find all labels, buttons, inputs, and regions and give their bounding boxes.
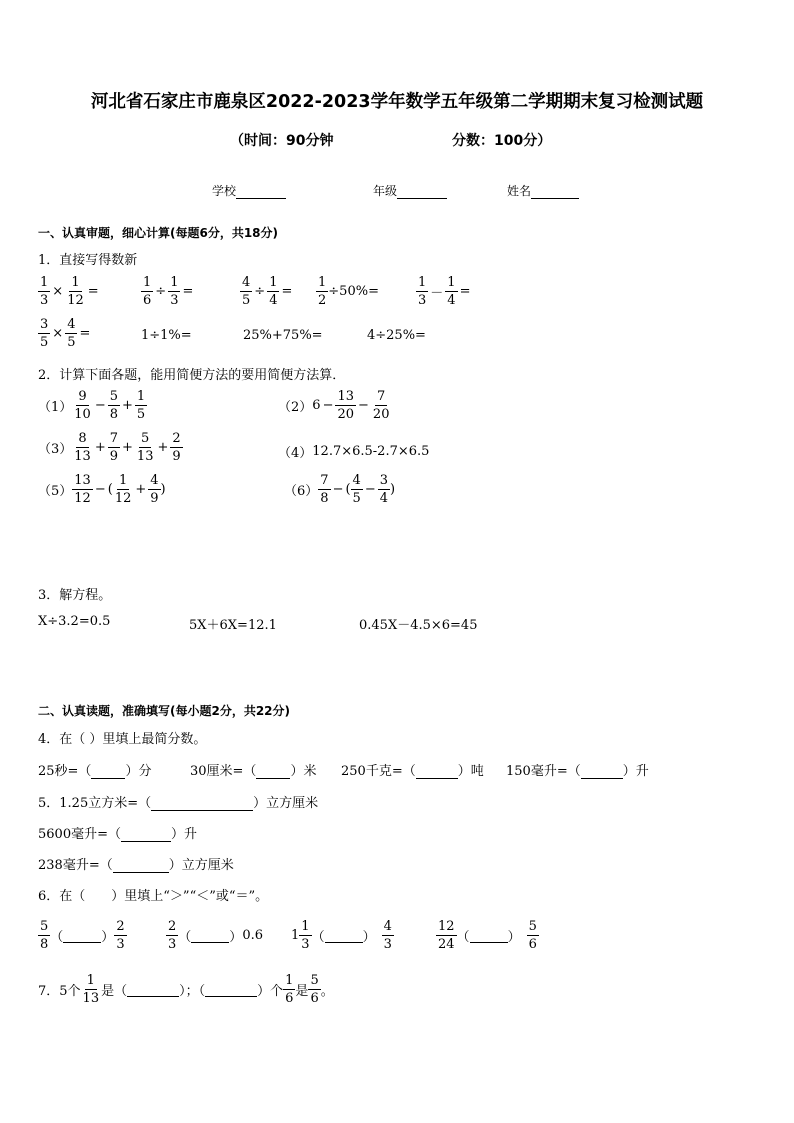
text-segment: 238毫升=（ xyxy=(38,858,113,873)
text-segment: + xyxy=(122,440,133,455)
denominator: 6 xyxy=(528,937,537,952)
text-segment: （1） xyxy=(38,400,73,415)
text-segment: ) xyxy=(390,482,396,497)
q1-expr-1 xyxy=(38,276,101,307)
denominator: 8 xyxy=(109,407,119,422)
fraction xyxy=(316,276,328,307)
fraction xyxy=(65,276,86,307)
text-segment: ） xyxy=(507,930,521,945)
numerator: 2 xyxy=(172,431,181,446)
q1-expr-9: 4÷25%= xyxy=(367,328,426,343)
numerator: 1 xyxy=(40,275,49,290)
denominator: 20 xyxy=(337,407,355,422)
school-label: 学校 xyxy=(212,184,237,198)
name-label: 姓名 xyxy=(507,184,532,198)
text-segment: ）个 xyxy=(257,984,284,999)
denominator: 8 xyxy=(320,491,329,506)
answer-blank[interactable] xyxy=(416,778,458,779)
numerator: 13 xyxy=(337,389,355,404)
text-segment: 0.6 xyxy=(242,928,263,943)
q2-p4 xyxy=(278,442,429,461)
fraction xyxy=(65,318,77,349)
text-segment: = xyxy=(459,284,471,299)
q6-item-1 xyxy=(38,920,127,951)
text-segment: ）升 xyxy=(170,827,197,842)
fraction xyxy=(38,920,50,951)
q2-p2 xyxy=(278,390,391,421)
text-segment: 25秒=（ xyxy=(38,764,92,779)
text-segment: × xyxy=(52,284,64,299)
text-segment: − xyxy=(94,398,106,413)
q3-eq2: 5X＋6X=12.1 xyxy=(189,618,277,633)
q3-eq1: X÷3.2=0.5 xyxy=(38,614,111,629)
denominator: 24 xyxy=(438,937,455,952)
fraction xyxy=(166,920,178,951)
text-segment: 30厘米=（ xyxy=(190,764,257,779)
answer-blank[interactable] xyxy=(325,928,363,943)
text-segment: 6 xyxy=(312,398,321,413)
numerator: 1 xyxy=(118,473,128,488)
answer-blank[interactable] xyxy=(470,928,508,943)
q7 xyxy=(38,974,334,1005)
numerator: 1 xyxy=(301,919,310,934)
denominator: 3 xyxy=(168,937,177,952)
text-segment: ）；（ xyxy=(179,984,206,999)
text-segment: （ xyxy=(50,930,64,945)
fraction xyxy=(378,474,390,505)
numerator: 5 xyxy=(109,389,119,404)
fraction xyxy=(382,920,394,951)
text-segment: 150毫升=（ xyxy=(506,764,581,779)
q1-expr-2 xyxy=(141,276,195,307)
denominator: 8 xyxy=(40,937,49,952)
grade-blank[interactable] xyxy=(397,198,447,199)
denominator: 5 xyxy=(352,491,361,506)
text-segment: ）立方厘米 xyxy=(253,796,319,811)
denominator: 4 xyxy=(447,293,456,308)
denominator: 4 xyxy=(379,491,389,506)
fraction xyxy=(72,390,93,421)
text-segment: （2） xyxy=(278,400,313,415)
answer-blank[interactable] xyxy=(256,778,290,779)
fraction xyxy=(445,276,457,307)
text-segment: （5） xyxy=(38,484,73,499)
q2-p5 xyxy=(38,474,166,505)
text-segment: （6） xyxy=(284,484,319,499)
fraction xyxy=(113,474,134,505)
text-segment: ）分 xyxy=(125,764,152,779)
fraction xyxy=(416,276,428,307)
q4-item-2 xyxy=(190,760,316,779)
denominator: 12 xyxy=(67,293,84,308)
fraction xyxy=(135,432,156,463)
fraction xyxy=(168,276,180,307)
fraction xyxy=(38,276,50,307)
numerator: 1 xyxy=(86,973,95,988)
text-segment: ） xyxy=(362,930,376,945)
fraction xyxy=(436,920,457,951)
denominator: 3 xyxy=(301,937,310,952)
denominator: 20 xyxy=(372,407,390,422)
numerator: 1 xyxy=(71,275,80,290)
fraction xyxy=(335,390,356,421)
denominator: 2 xyxy=(318,293,327,308)
text-segment: ） xyxy=(101,930,115,945)
q5-line-2 xyxy=(38,823,197,842)
fraction xyxy=(371,390,392,421)
numerator: 1 xyxy=(269,275,278,290)
q6-label: 6．在（ ）里填上“＞”“＜”或“＝”。 xyxy=(38,889,269,904)
numerator: 7 xyxy=(320,473,329,488)
denominator: 5 xyxy=(136,407,146,422)
text-segment: + xyxy=(122,398,133,413)
denominator: 3 xyxy=(40,293,49,308)
q4-item-3 xyxy=(341,760,484,779)
text-segment: ）米 xyxy=(290,764,317,779)
numerator: 5 xyxy=(40,919,49,934)
text-segment: − xyxy=(364,482,376,497)
denominator: 5 xyxy=(242,293,251,308)
fraction xyxy=(527,920,539,951)
answer-blank[interactable] xyxy=(127,982,179,997)
numerator: 2 xyxy=(116,919,125,934)
numerator: 9 xyxy=(78,389,87,404)
numerator: 1 xyxy=(143,275,152,290)
numerator: 4 xyxy=(383,919,392,934)
fraction xyxy=(81,974,102,1005)
numerator: 5 xyxy=(528,919,537,934)
denominator: 9 xyxy=(150,491,159,506)
school-field[interactable] xyxy=(212,182,286,199)
text-segment: − xyxy=(322,398,334,413)
fraction xyxy=(108,432,120,463)
text-segment: ( xyxy=(107,482,113,497)
fraction xyxy=(72,474,93,505)
denominator: 6 xyxy=(285,991,294,1006)
numerator: 4 xyxy=(352,473,361,488)
q4-item-1 xyxy=(38,760,151,779)
page-title: 河北省石家庄市鹿泉区2022-2023学年数学五年级第二学期期末复习检测试题 xyxy=(90,92,704,112)
numerator: 4 xyxy=(150,473,159,488)
q3-eq3: 0.45X－4.5×6=45 xyxy=(359,618,478,633)
fraction xyxy=(114,920,126,951)
text-segment: = xyxy=(281,284,293,299)
numerator: 1 xyxy=(136,389,146,404)
text-segment: + xyxy=(157,440,169,455)
denominator: 3 xyxy=(170,293,179,308)
numerator: 1 xyxy=(285,973,294,988)
denominator: 9 xyxy=(109,449,119,464)
denominator: 3 xyxy=(383,937,392,952)
text-segment: （ xyxy=(311,930,325,945)
q4-item-4 xyxy=(506,760,649,779)
denominator: 5 xyxy=(40,335,49,350)
answer-blank[interactable] xyxy=(581,778,623,779)
fraction xyxy=(240,276,252,307)
numerator: 3 xyxy=(379,473,389,488)
school-blank[interactable] xyxy=(236,198,286,199)
text-segment: 5．1.25立方米=（ xyxy=(38,796,152,811)
q6-item-4 xyxy=(436,920,539,951)
q2-p3 xyxy=(38,432,183,463)
denominator: 12 xyxy=(114,491,132,506)
text-segment: 7．5个 xyxy=(38,984,81,999)
numerator: 1 xyxy=(418,275,427,290)
time-label: （时间：90分钟 xyxy=(230,133,334,149)
text-segment: （4） xyxy=(278,446,313,461)
denominator: 6 xyxy=(310,991,319,1006)
text-segment: （3） xyxy=(38,442,73,457)
fraction xyxy=(38,318,50,349)
text-segment: ÷ xyxy=(155,284,167,299)
fraction xyxy=(267,276,279,307)
section1-heading: 一、认真审题，细心计算(每题6分，共18分) xyxy=(38,226,279,240)
text-segment: ÷ xyxy=(254,284,266,299)
numerator: 13 xyxy=(74,473,91,488)
denominator: 6 xyxy=(143,293,152,308)
text-segment: 是 xyxy=(295,984,309,999)
score-label: 分数：100分） xyxy=(452,133,552,149)
text-segment: （ xyxy=(178,930,192,945)
answer-blank[interactable] xyxy=(63,928,101,943)
numerator: 4 xyxy=(67,317,76,332)
text-segment: + xyxy=(135,482,147,497)
text-segment: （ xyxy=(456,930,470,945)
grade-label: 年级 xyxy=(373,184,398,198)
q6-item-3 xyxy=(291,920,394,951)
denominator: 13 xyxy=(136,449,154,464)
q1-label: 1．直接写得数新 xyxy=(38,253,138,268)
name-field[interactable] xyxy=(507,182,579,199)
text-segment: 12.7×6.5-2.7×6.5 xyxy=(312,444,430,459)
fraction xyxy=(108,390,120,421)
denominator: 10 xyxy=(74,407,91,422)
fraction xyxy=(170,432,182,463)
denominator: 5 xyxy=(67,335,76,350)
text-segment: 1 xyxy=(291,928,300,943)
fraction xyxy=(148,474,160,505)
answer-blank[interactable] xyxy=(191,928,229,943)
fraction xyxy=(135,390,147,421)
numerator: 8 xyxy=(78,431,87,446)
numerator: 7 xyxy=(377,389,386,404)
numerator: 3 xyxy=(40,317,49,332)
q1-expr-6 xyxy=(38,318,92,349)
grade-field[interactable] xyxy=(373,182,447,199)
answer-blank[interactable] xyxy=(205,982,257,997)
numerator: 1 xyxy=(318,275,327,290)
answer-blank[interactable] xyxy=(113,872,169,873)
text-segment: ÷50%= xyxy=(328,284,379,299)
text-segment: = xyxy=(79,326,91,341)
q4-label: 4．在（ ）里填上最简分数。 xyxy=(38,732,207,747)
denominator: 9 xyxy=(172,449,181,464)
q3-label: 3．解方程。 xyxy=(38,588,112,603)
text-segment: － xyxy=(430,286,444,301)
text-segment: × xyxy=(52,326,64,341)
text-segment: 250千克=（ xyxy=(341,764,416,779)
numerator: 7 xyxy=(109,431,119,446)
denominator: 4 xyxy=(269,293,278,308)
denominator: 13 xyxy=(74,449,91,464)
text-segment: 。 xyxy=(320,984,334,999)
fraction xyxy=(141,276,153,307)
numerator: 5 xyxy=(310,973,319,988)
q5-line-1 xyxy=(38,792,318,811)
denominator: 3 xyxy=(116,937,125,952)
q1-expr-5 xyxy=(416,276,472,307)
denominator: 3 xyxy=(418,293,427,308)
q5-line-3 xyxy=(38,854,234,873)
text-segment: 是（ xyxy=(101,984,128,999)
fraction xyxy=(351,474,363,505)
text-segment: ( xyxy=(345,482,351,497)
answer-blank[interactable] xyxy=(151,810,253,811)
text-segment: − xyxy=(358,398,369,413)
fraction xyxy=(299,920,311,951)
numerator: 5 xyxy=(141,431,150,446)
fraction xyxy=(72,432,93,463)
denominator: 12 xyxy=(74,491,91,506)
q1-expr-3 xyxy=(240,276,294,307)
numerator: 4 xyxy=(242,275,251,290)
text-segment: − xyxy=(332,482,344,497)
fraction xyxy=(318,474,330,505)
denominator: 13 xyxy=(82,991,100,1006)
answer-blank[interactable] xyxy=(121,841,171,842)
text-segment: + xyxy=(94,440,106,455)
numerator: 2 xyxy=(168,919,177,934)
q2-p6 xyxy=(284,474,395,505)
text-segment: = xyxy=(182,284,194,299)
text-segment: = xyxy=(87,284,99,299)
answer-blank[interactable] xyxy=(91,778,125,779)
section2-heading: 二、认真读题，准确填写(每小题2分，共22分) xyxy=(38,704,291,718)
q2-p1 xyxy=(38,390,147,421)
q1-expr-7: 1÷1%= xyxy=(141,328,192,343)
text-segment: ）立方厘米 xyxy=(168,858,234,873)
text-segment: − xyxy=(94,482,106,497)
numerator: 1 xyxy=(170,275,179,290)
numerator: 12 xyxy=(438,919,455,934)
text-segment: ) xyxy=(160,482,166,497)
q6-item-2 xyxy=(166,920,263,951)
text-segment: ）吨 xyxy=(457,764,484,779)
numerator: 1 xyxy=(447,275,456,290)
q2-label: 2．计算下面各题，能用简便方法的要用简便方法算． xyxy=(38,368,346,383)
name-blank[interactable] xyxy=(531,198,579,199)
fraction xyxy=(308,974,320,1005)
q1-expr-8: 25%+75%= xyxy=(243,328,323,343)
fraction xyxy=(283,974,295,1005)
text-segment: ） xyxy=(229,930,243,945)
q1-expr-4 xyxy=(316,276,379,307)
text-segment: ）升 xyxy=(622,764,649,779)
text-segment: 5600毫升=（ xyxy=(38,827,121,842)
